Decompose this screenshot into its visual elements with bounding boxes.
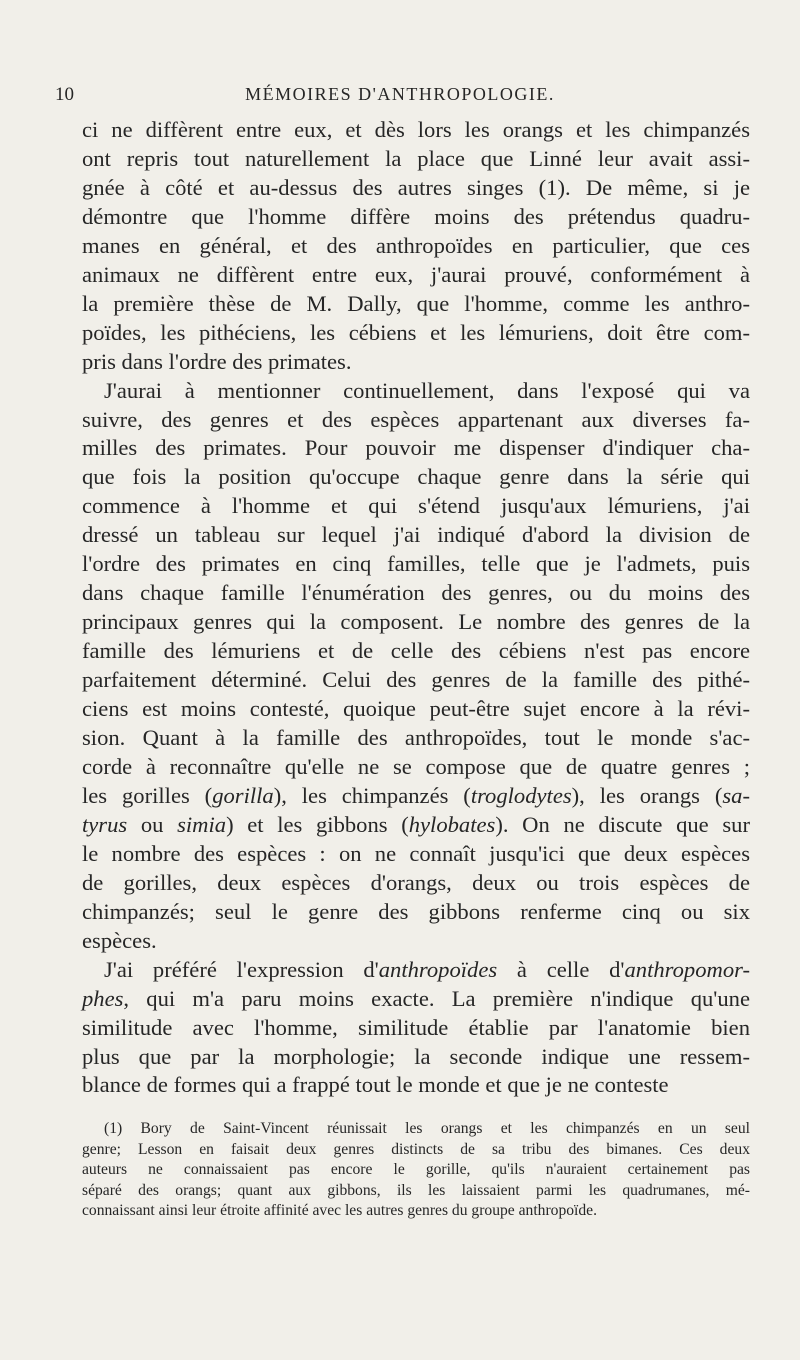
body-line: plus que par la morphologie; la seconde indique une ressem- [82, 1043, 750, 1069]
body-line: que fois la position qu'occupe chaque genre dans la série qui [82, 464, 750, 490]
page-header [55, 84, 745, 110]
body-line: sion. Quant à la famille des anthropoïdes, tout le monde s'ac- [82, 725, 750, 751]
body-line: la première thèse de M. Dally, que l'homme, comme les anthro- [82, 290, 750, 316]
footnote-line: (1) Bory de Saint-Vincent réunissait les orangs et les chimpanzés en un seul [104, 1120, 750, 1137]
text-span: à celle d' [497, 956, 625, 982]
body-line: ci ne diffèrent entre eux, et dès lors les orangs et les chimpanzés [82, 117, 750, 142]
body-line: J'aurai à mentionner continuellement, dans l'exposé qui va [104, 377, 750, 403]
body-line [82, 811, 750, 840]
body-line: commence à l'homme et qui s'étend jusqu'aux lémuriens, j'ai [82, 493, 750, 519]
body-line: blance de formes qui a frappé tout le monde et que je ne conteste [82, 1072, 669, 1098]
body-text [82, 116, 750, 1100]
body-line: gnée à côté et au-dessus des autres singes (1). De même, si je [82, 174, 750, 200]
body-line [82, 782, 750, 811]
text-span: J'ai préféré l'expression d' [104, 956, 379, 982]
footnote-line: connaissant ainsi leur étroite affinité avec les autres genres du groupe anthropoïde. [82, 1202, 597, 1220]
italic-term: anthropomor- [624, 956, 750, 982]
text-span: les gorilles ( [82, 782, 213, 808]
italic-term: sa- [722, 782, 750, 808]
body-line: le nombre des espèces : on ne connaît jusqu'ici que deux espèces [82, 840, 750, 866]
italic-term: tyrus [82, 811, 128, 837]
body-line: principaux genres qui la composent. Le nombre des genres de la [82, 609, 750, 635]
text-span: ). On ne discute que sur [495, 811, 750, 837]
body-line: poïdes, les pithéciens, les cébiens et les lémuriens, doit être com- [82, 319, 750, 345]
body-line: ont repris tout naturellement la place que Linné leur avait assi- [82, 145, 750, 171]
italic-term: hylobates [408, 811, 496, 837]
text-span: , qui m'a paru moins exacte. La première n'indique qu'une [123, 985, 750, 1011]
footnote-line: auteurs ne connaissaient pas encore le gorille, qu'ils n'auraient certainement pas [82, 1161, 750, 1179]
body-line: parfaitement déterminé. Celui des genres de la famille des pithé- [82, 667, 750, 693]
body-line: manes en général, et des anthropoïdes en particulier, que ces [82, 232, 750, 258]
body-line: chimpanzés; seul le genre des gibbons renferme cinq ou six [82, 898, 750, 924]
body-line: dans chaque famille l'énumération des genres, ou du moins des [82, 580, 750, 606]
body-line: espèces. [82, 927, 157, 953]
italic-term: troglodytes [470, 782, 572, 808]
page-number: 10 [55, 84, 74, 105]
body-line: l'ordre des primates en cinq familles, telle que je l'admets, puis [82, 551, 750, 577]
footnotes [82, 1119, 750, 1222]
body-line: famille des lémuriens et de celle des cébiens n'est pas encore [82, 638, 750, 664]
italic-term: gorilla [212, 782, 274, 808]
body-line: ciens est moins contesté, quoique peut-être sujet encore à la révi- [82, 696, 750, 722]
footnote-line: genre; Lesson en faisait deux genres distincts de sa tribu des bimanes. Ces deux [82, 1140, 750, 1158]
body-line: de gorilles, deux espèces d'orangs, deux ou trois espèces de [82, 869, 750, 895]
body-line: dressé un tableau sur lequel j'ai indiqué d'abord la division de [82, 522, 750, 548]
body-line: similitude avec l'homme, similitude établie par l'anatomie bien [82, 1014, 750, 1040]
body-line: démontre que l'homme diffère moins des prétendus quadru- [82, 203, 750, 229]
running-title: MÉMOIRES D'ANTHROPOLOGIE. [245, 84, 555, 104]
text-span: ), les orangs ( [571, 782, 723, 808]
body-line [82, 985, 750, 1014]
body-line: milles des primates. Pour pouvoir me dispenser d'indiquer cha- [82, 435, 750, 461]
body-line: corde à reconnaître qu'elle ne se compose que de quatre genres ; [82, 753, 750, 779]
text-span: ), les chimpanzés ( [273, 782, 471, 808]
body-line [82, 956, 750, 985]
text-span: ) et les gibbons ( [226, 811, 409, 837]
italic-term: simia [177, 811, 227, 837]
italic-term: anthropoïdes [378, 956, 498, 982]
body-line: pris dans l'ordre des primates. [82, 348, 352, 374]
footnote-line: séparé des orangs; quant aux gibbons, ils les laissaient parmi les quadrumanes, mé- [82, 1181, 750, 1199]
text-span: ou [127, 811, 178, 837]
italic-term: phes [82, 985, 124, 1011]
body-line: suivre, des genres et des espèces appartenant aux diverses fa- [82, 406, 750, 432]
body-line: animaux ne diffèrent entre eux, j'aurai prouvé, conformément à [82, 261, 750, 287]
